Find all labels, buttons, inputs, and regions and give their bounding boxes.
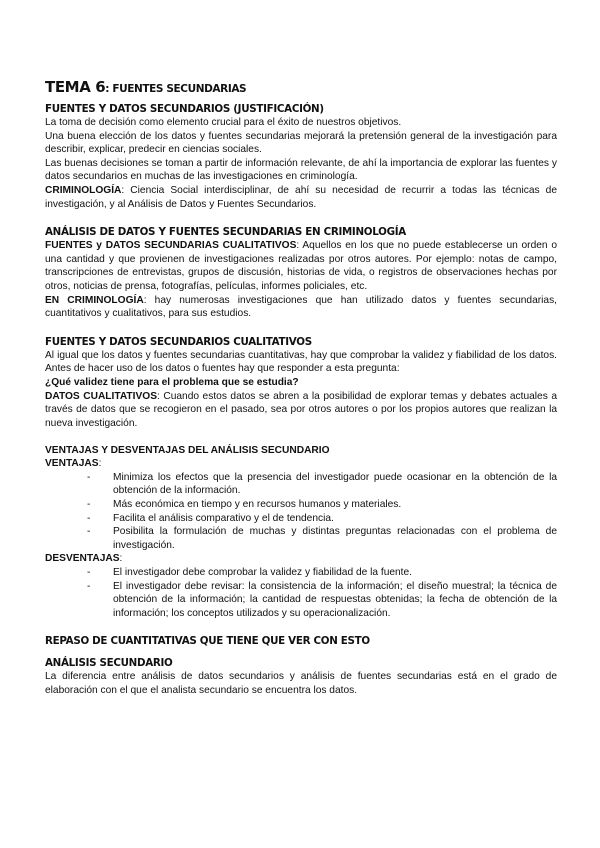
desventajas-label-text: DESVENTAJAS — [45, 553, 120, 565]
paragraph — [45, 184, 557, 211]
paragraph: La toma de decisión como elemento crucial para el éxito de nuestros objetivos. — [45, 117, 402, 128]
section-cualitativos — [45, 335, 557, 431]
page-title — [45, 78, 557, 96]
list-item: - Más económica en tiempo y en recursos humanos y materiales. — [87, 498, 557, 512]
section-heading: REPASO DE CUANTITATIVAS QUE TIENE QUE VER CON ESTO — [45, 635, 370, 648]
section-heading: VENTAJAS Y DESVENTAJAS DEL ANÁLISIS SECUNDARIO — [45, 445, 330, 457]
section-heading: ANÁLISIS DE DATOS Y FUENTES SECUNDARIAS EN CRIMINOLOGÍA — [45, 226, 406, 239]
paragraph: Al igual que los datos y fuentes secundarias cuantitativas, hay que comprobar la validez y fiabilidad de los datos. Antes de hacer uso de los datos o fuentes hay que responder a esta pregunta: — [45, 349, 557, 375]
desventajas-list — [45, 566, 557, 620]
title-main: TEMA 6 — [45, 78, 106, 96]
term-definition: : Cuando estos datos se abren a la posibilidad de explorar temas y debates actuales a través de datos que se recogieron en el pasado, sea por otros autores o por los propios autores que realizan la nueva investigación. — [45, 390, 557, 429]
desventajas-label: DESVENTAJAS: — [45, 553, 123, 565]
paragraph — [45, 239, 557, 293]
term-definition: : hay numerosas investigaciones que han utilizado datos y fuentes secundarias, cuantitativos y cualitativos, para sus estudios. — [45, 294, 557, 320]
term-label: DATOS CUALITATIVOS — [45, 390, 157, 402]
paragraph: Las buenas decisiones se toman a partir de información relevante, de ahí la importancia de explorar las fuentes y datos secundarios en muchas de las investigaciones en criminología. — [45, 157, 557, 183]
paragraph: Una buena elección de los datos y fuentes secundarias mejorará la pretensión general de la investigación para describir, explicar, predecir en ciencias sociales. — [45, 130, 557, 156]
section-subheading: ANÁLISIS SECUNDARIO — [45, 657, 173, 670]
paragraph: La diferencia entre análisis de datos secundarios y análisis de fuentes secundarias está en el grado de elaboración con el que el analista secundario se encuentra los datos. — [45, 671, 557, 696]
section-repaso — [45, 634, 557, 697]
section-ventajas-desventajas — [45, 444, 557, 620]
term-label: EN CRIMINOLOGÍA — [45, 294, 144, 306]
ventajas-label-text: VENTAJAS — [45, 458, 99, 470]
term-label: CRIMINOLOGÍA — [45, 184, 122, 196]
list-item: - Posibilita la formulación de muchas y distintas preguntas relacionadas con el problema de investigación. — [87, 525, 557, 552]
section-analisis-criminologia — [45, 225, 557, 321]
title-sub: : FUENTES SECUNDARIAS — [105, 83, 247, 95]
ventajas-list — [45, 471, 557, 553]
term-definition: : Ciencia Social interdisciplinar, de ahí su necesidad de recurrir a todas las técnicas de investigación, y al Análisis de Datos y Fuentes Secundarios. — [45, 184, 557, 210]
section-heading: FUENTES Y DATOS SECUNDARIOS CUALITATIVOS — [45, 335, 312, 348]
list-item: - Minimiza los efectos que la presencia del investigador puede ocasionar en la obtención de la obtención de la información. — [87, 471, 557, 498]
list-item: - Facilita el análisis comparativo y el de tendencia. — [87, 512, 557, 526]
question — [45, 376, 557, 390]
term-label: FUENTES y DATOS SECUNDARIAS CUALITATIVOS — [45, 240, 297, 252]
document-content — [45, 78, 557, 698]
question-text: ¿Qué validez tiene para el problema que se estudia? — [45, 376, 299, 388]
ventajas-label: VENTAJAS: — [45, 458, 102, 470]
section-justificacion — [45, 102, 557, 211]
section-heading: FUENTES Y DATOS SECUNDARIOS (JUSTIFICACIÓN) — [45, 103, 324, 115]
paragraph — [45, 390, 557, 431]
paragraph — [45, 294, 557, 321]
list-item: - El investigador debe revisar: la consistencia de la información; el diseño muestral; la técnica de obtención de la información; la cantidad de respuestas obtenidas; la fecha de obtención de la información; los conceptos utilizados y su operacionalización. — [87, 580, 557, 621]
term-definition: : Aquellos en los que no puede establecerse un orden o una cantidad y que provienen de investigaciones realizadas por otros autores. Por ejemplo: notas de campo, transcripciones de entrevistas, grupos de discusión, historias de vida, o registros de observaciones hechas por otros, noticias de prensa, fotografías, películas, informes policiales, etc. — [45, 240, 557, 292]
list-item: - El investigador debe comprobar la validez y fiabilidad de la fuente. — [87, 566, 557, 580]
